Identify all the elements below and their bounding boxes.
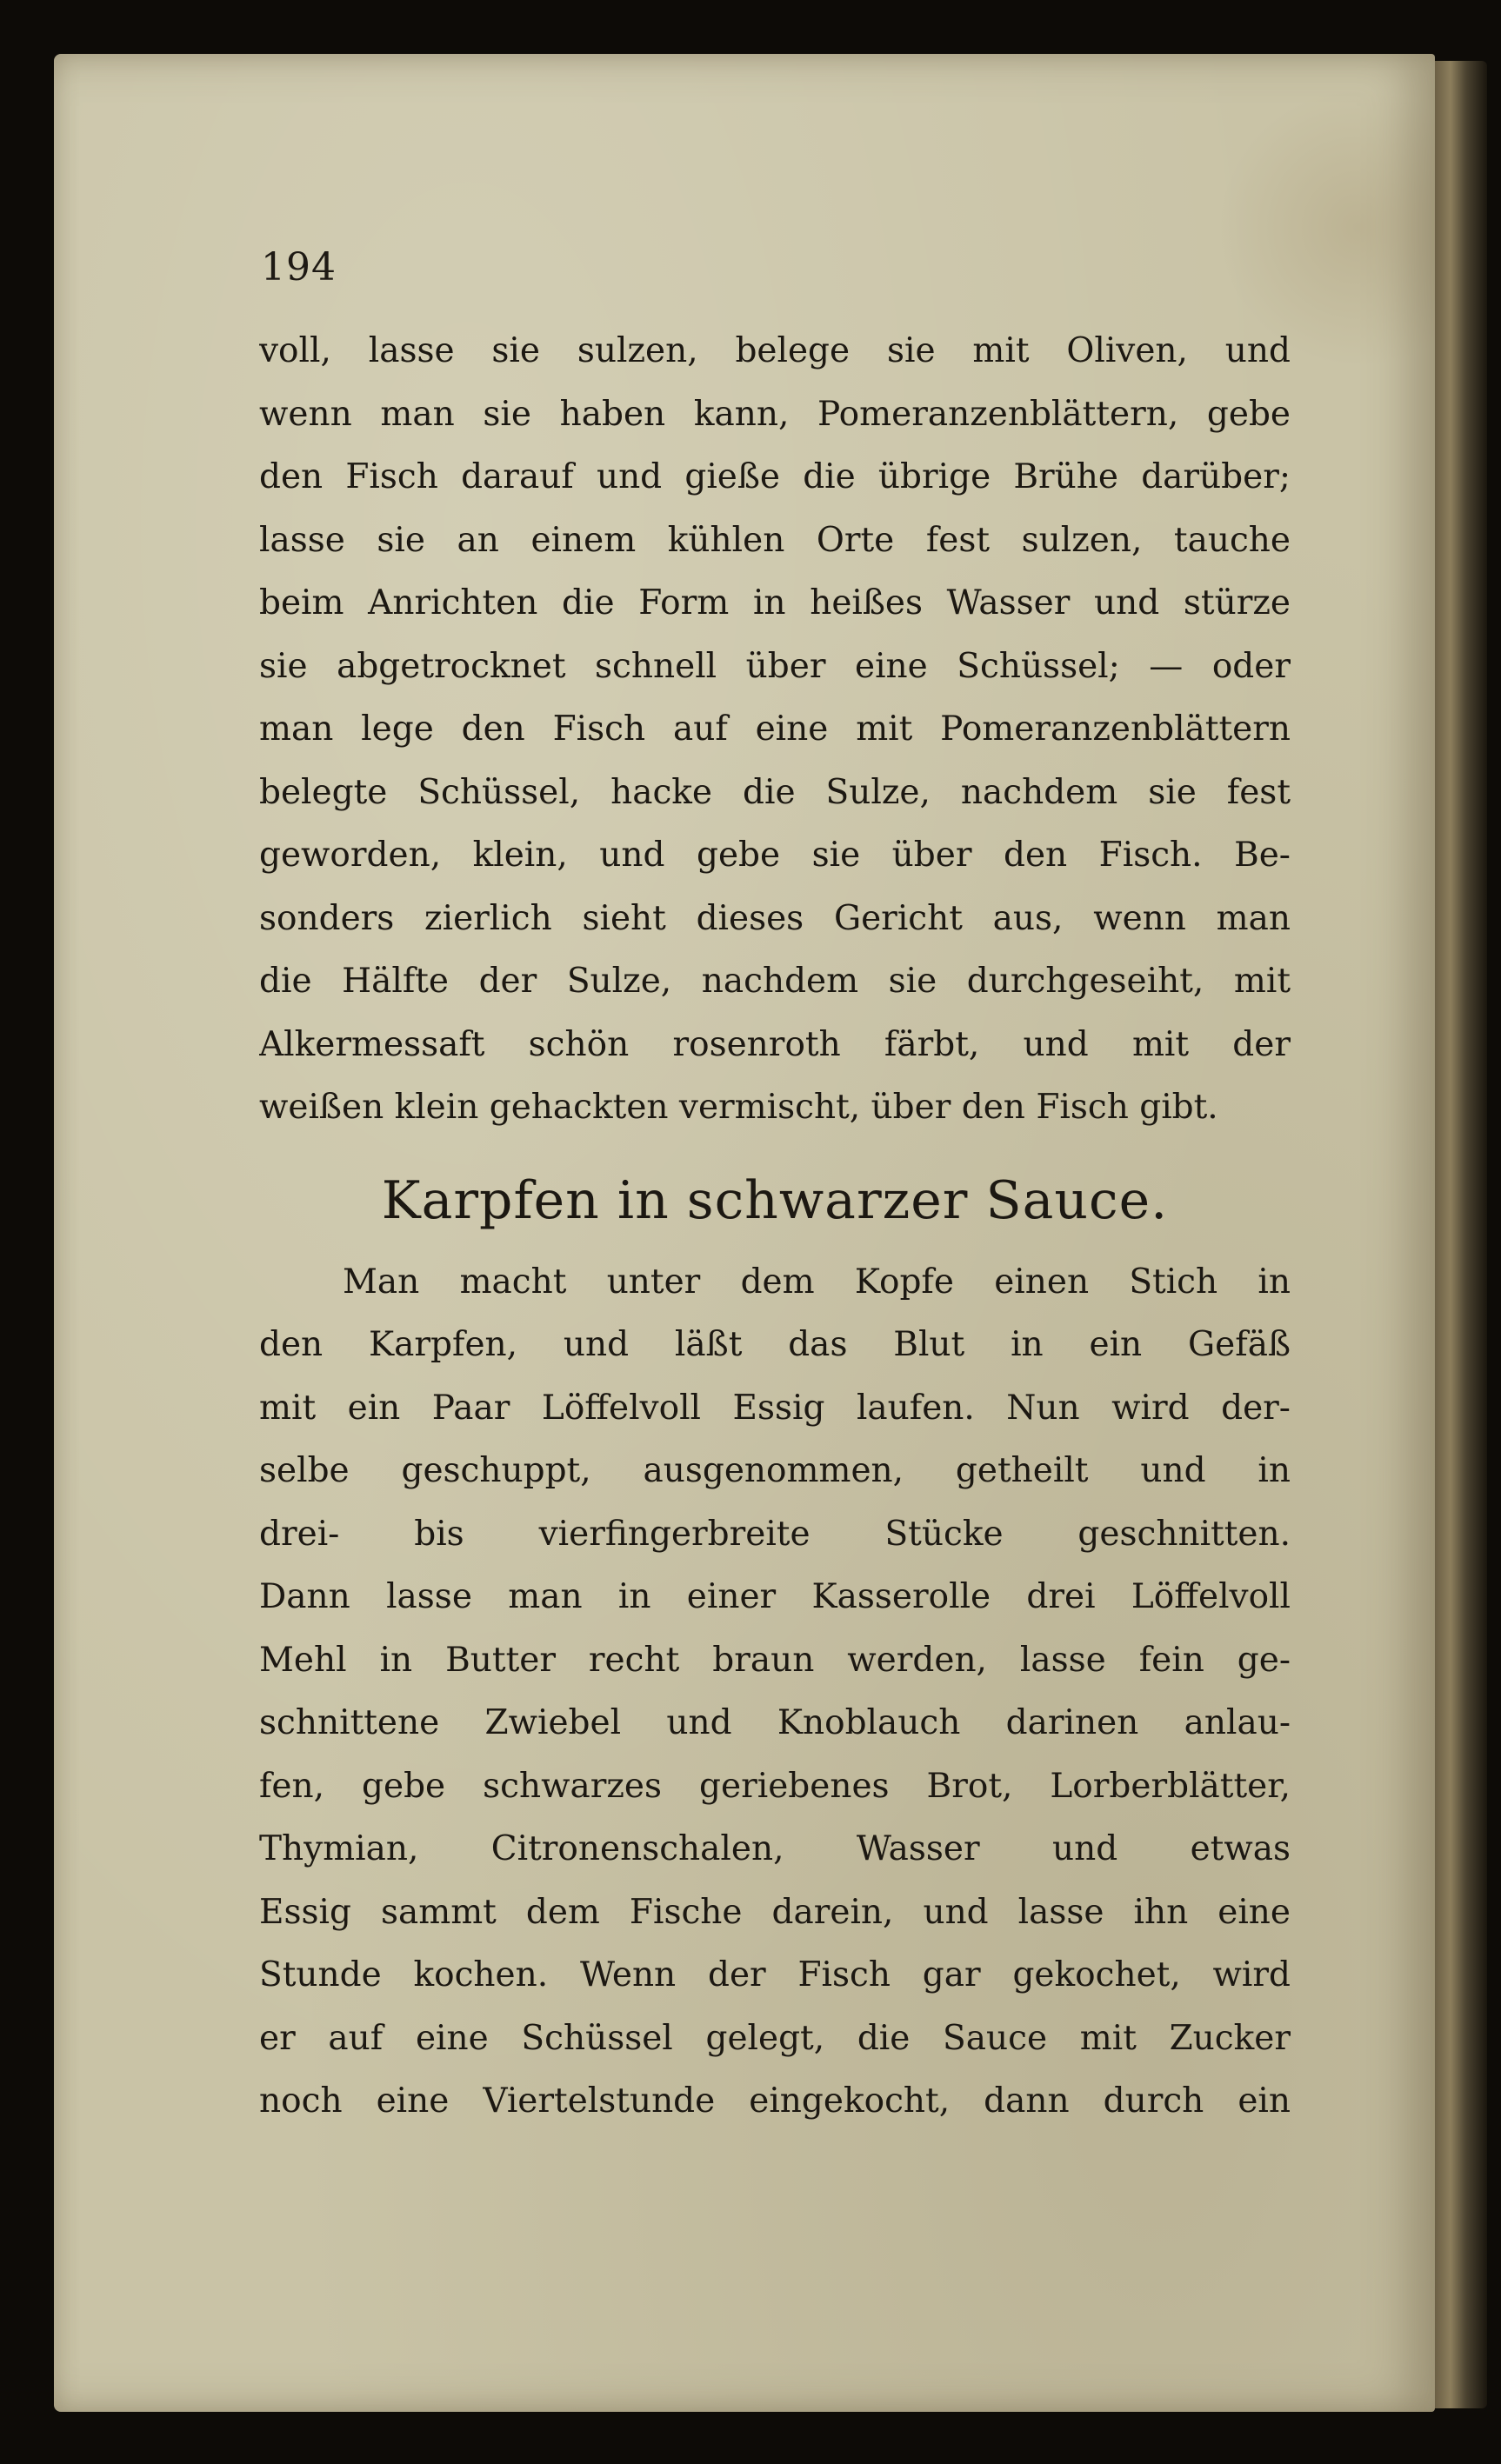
text-line: den Karpfen, und läßt das Blut in ein Gefäß [259, 1325, 1291, 1364]
text-line: geworden, klein, und gebe sie über den Fisch. Be- [259, 836, 1291, 875]
text-line: sonders zierlich sieht dieses Gericht aus, wenn man [259, 898, 1291, 938]
text-line: Stunde kochen. Wenn der Fisch gar gekochet, wird [259, 1955, 1291, 1995]
text-line: sie abgetrocknet schnell über eine Schüssel; — oder [259, 646, 1291, 686]
text-line: belegte Schüssel, hacke die Sulze, nachdem sie fest [259, 772, 1291, 812]
page-text [259, 320, 1291, 2134]
text-line: Essig sammt dem Fische darein, und lasse ihn eine [259, 1892, 1291, 1932]
book-page-edges [1435, 61, 1487, 2408]
text-line: Dann lasse man in einer Kasserolle drei Löffelvoll [259, 1577, 1291, 1616]
text-line: man lege den Fisch auf eine mit Pomeranzenblättern [259, 709, 1291, 749]
text-line: weißen klein gehackten vermischt, über den Fisch gibt. [259, 1088, 1218, 1127]
text-line: den Fisch darauf und gieße die übrige Brühe darüber; [259, 457, 1291, 496]
text-line: Man macht unter dem Kopfe einen Stich in [343, 1262, 1291, 1302]
text-line: schnittene Zwiebel und Knoblauch darinen anlau- [259, 1703, 1291, 1742]
text-line: Mehl in Butter recht braun werden, lasse fein ge- [259, 1640, 1291, 1680]
text-line: die Hälfte der Sulze, nachdem sie durchgeseiht, mit [259, 962, 1291, 1001]
text-line: mit ein Paar Löffelvoll Essig laufen. Nun wird der- [259, 1388, 1291, 1428]
text-line: noch eine Viertelstunde eingekocht, dann durch ein [259, 2081, 1291, 2121]
text-line: voll, lasse sie sulzen, belege sie mit Oliven, und [259, 331, 1291, 370]
text-line: lasse sie an einem kühlen Orte fest sulzen, tauche [259, 520, 1291, 560]
text-line: drei- bis vierfingerbreite Stücke geschnitten. [259, 1514, 1291, 1554]
text-line: Alkermessaft schön rosenroth färbt, und mit der [259, 1024, 1291, 1064]
text-line: er auf eine Schüssel gelegt, die Sauce mit Zucker [259, 2018, 1291, 2058]
text-line: wenn man sie haben kann, Pomeranzenblättern, gebe [259, 394, 1291, 434]
page-number: 194 [261, 245, 337, 290]
recipe-heading: Karpfen in schwarzer Sauce. [381, 1169, 1169, 1231]
text-line: selbe geschuppt, ausgenommen, getheilt und in [259, 1451, 1291, 1490]
text-line: fen, gebe schwarzes geriebenes Brot, Lorberblätter, [259, 1766, 1291, 1806]
text-line: Thymian, Citronenschalen, Wasser und etwas [259, 1829, 1291, 1868]
text-line: beim Anrichten die Form in heißes Wasser und stürze [259, 583, 1291, 623]
